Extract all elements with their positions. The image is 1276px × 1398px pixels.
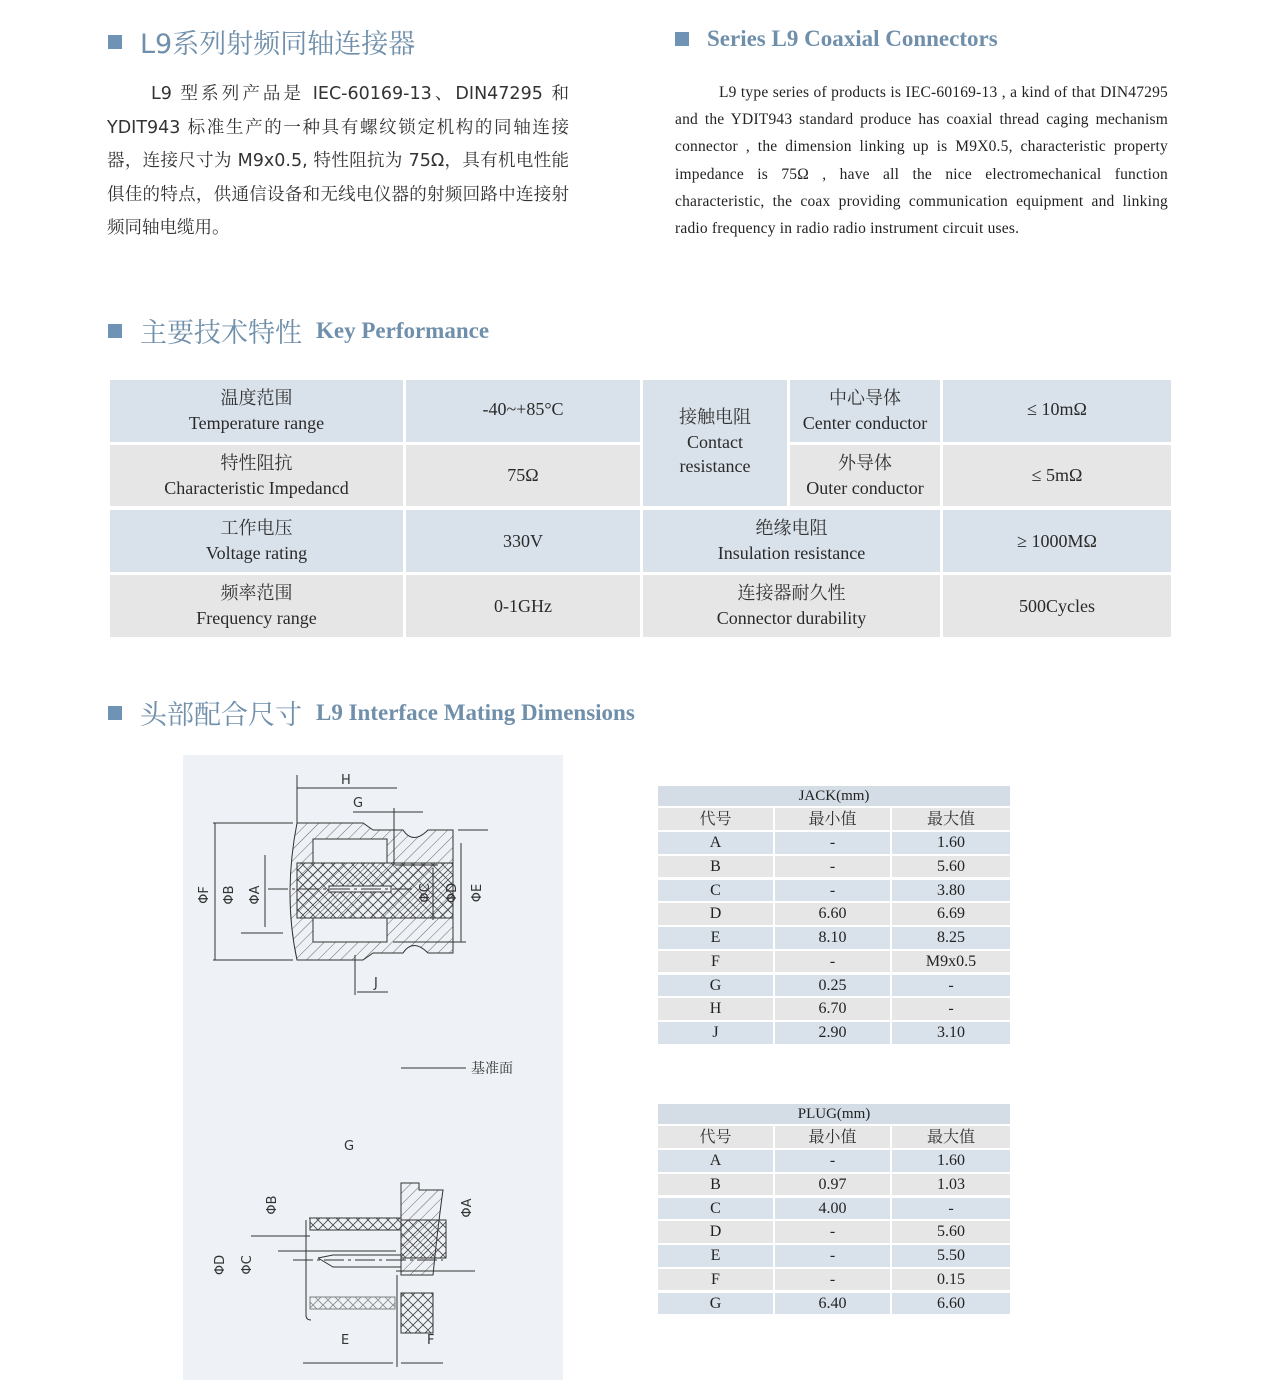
connector-cross-section-drawing — [183, 755, 563, 1380]
max-cell: 1.60 — [892, 832, 1010, 854]
value: 75Ω — [507, 465, 539, 485]
plug-drawing — [251, 1183, 475, 1367]
plug-label-g: G — [344, 1139, 355, 1154]
jack-table-title: JACK(mm) — [658, 786, 1010, 806]
jack-header-row — [658, 808, 1010, 830]
intro-text-zh: L9 型系列产品是 IEC-60169-13、DIN47295 和 YDIT943 标准生产的一种具有螺纹锁定机构的同轴连接器，连接尺寸为 M9x0.5, 特性阻抗为 75Ω，具有机电性能俱佳的特点，供通信设备和无线电仪器的射频回路中连接射频同轴电缆用。 — [107, 84, 569, 238]
value: 0-1GHz — [494, 595, 552, 616]
label-en: Outer conductor — [806, 477, 924, 498]
label-en: Center conductor — [802, 413, 928, 433]
label-en: Insulation resistance — [717, 543, 866, 563]
max-cell: - — [892, 1198, 1010, 1220]
code-cell: A — [658, 832, 773, 854]
square-bullet-icon — [108, 324, 122, 338]
heading-text: Series L9 Coaxial Connectors — [707, 26, 998, 51]
square-bullet-icon — [108, 706, 122, 720]
jack-table-row — [658, 856, 1010, 878]
min-cell: - — [775, 1221, 890, 1243]
kp-value-voltage — [406, 510, 640, 572]
square-bullet-icon — [108, 35, 122, 49]
square-bullet-icon — [675, 32, 689, 46]
jack-label-phi-e: ΦE — [470, 883, 485, 903]
plug-table-row — [658, 1198, 1010, 1220]
plug-label-phi-a: ΦA — [460, 1198, 475, 1218]
kp-value-center-conductor — [943, 380, 1171, 442]
code-cell: B — [658, 856, 773, 878]
min-cell: 2.90 — [775, 1022, 890, 1044]
label-en-line1: Contact — [687, 432, 743, 452]
heading-text-zh: 头部配合尺寸 — [140, 700, 302, 731]
jack-dimension-table — [658, 786, 1010, 1044]
code-cell: G — [658, 975, 773, 997]
min-cell: 4.00 — [775, 1198, 890, 1220]
jack-label-h: H — [341, 773, 351, 788]
code-cell: F — [658, 951, 773, 973]
plug-table-row — [658, 1174, 1010, 1196]
jack-label-phi-b: ΦB — [222, 885, 237, 905]
plug-label-f: F — [427, 1333, 435, 1348]
kp-value-insulation — [943, 510, 1171, 572]
min-cell: - — [775, 951, 890, 973]
jack-table-row — [658, 903, 1010, 925]
code-cell: D — [658, 903, 773, 925]
kp-value-outer-conductor — [943, 445, 1171, 506]
jack-label-phi-d: ΦD — [445, 882, 460, 904]
kp-value-impedance — [406, 445, 640, 506]
section-heading-interface-dimensions — [108, 693, 635, 732]
kp-label-contact-resistance — [643, 380, 787, 506]
code-cell: J — [658, 1022, 773, 1044]
code-cell: C — [658, 1198, 773, 1220]
kp-label-outer-conductor — [790, 445, 940, 506]
jack-label-phi-a: ΦA — [248, 885, 263, 905]
intro-paragraph-zh — [107, 78, 569, 246]
label-zh: 绝缘电阻 — [755, 518, 828, 539]
label-en: Connector durability — [716, 608, 867, 628]
jack-label-j: J — [374, 976, 378, 991]
plug-table-row — [658, 1245, 1010, 1267]
label-zh: 温度范围 — [220, 388, 293, 409]
label-zh: 工作电压 — [220, 518, 293, 539]
col-header-min: 最小值 — [775, 808, 890, 830]
label-en: Characteristic Impedancd — [164, 477, 349, 498]
heading-text-zh: 主要技术特性 — [140, 318, 302, 349]
key-performance-table — [110, 380, 1171, 637]
min-cell: - — [775, 856, 890, 878]
plug-dimension-table — [658, 1104, 1010, 1314]
interface-drawing-panel — [183, 755, 563, 1380]
min-cell: - — [775, 1245, 890, 1267]
kp-value-durability — [943, 575, 1171, 637]
label-zh: 接触电阻 — [679, 407, 751, 428]
min-cell: - — [775, 880, 890, 902]
kp-label-voltage — [110, 510, 403, 572]
kp-value-frequency — [406, 575, 640, 637]
plug-table-row — [658, 1221, 1010, 1243]
min-cell: - — [775, 1269, 890, 1291]
label-en: Frequency range — [196, 608, 317, 628]
jack-label-phi-c: ΦC — [418, 883, 433, 903]
plug-table-row — [658, 1150, 1010, 1172]
code-cell: E — [658, 927, 773, 949]
min-cell: 0.25 — [775, 975, 890, 997]
jack-table-row — [658, 975, 1010, 997]
col-header-max: 最大值 — [892, 1126, 1010, 1148]
code-cell: D — [658, 1221, 773, 1243]
plug-header-row — [658, 1126, 1010, 1148]
code-cell: B — [658, 1174, 773, 1196]
col-header-max: 最大值 — [892, 808, 1010, 830]
value: -40~+85°C — [482, 398, 564, 419]
max-cell: 8.25 — [892, 927, 1010, 949]
jack-table-row — [658, 951, 1010, 973]
plug-table-row — [658, 1269, 1010, 1291]
label-zh: 中心导体 — [829, 388, 901, 409]
min-cell: 6.40 — [775, 1293, 890, 1315]
code-cell: A — [658, 1150, 773, 1172]
max-cell: 3.10 — [892, 1022, 1010, 1044]
intro-paragraph-en — [675, 79, 1168, 242]
kp-label-insulation — [643, 510, 940, 572]
kp-label-durability — [643, 575, 940, 637]
min-cell: 6.60 — [775, 903, 890, 925]
value: ≥ 1000MΩ — [1017, 530, 1097, 551]
value: 500Cycles — [1019, 595, 1095, 616]
max-cell: - — [892, 975, 1010, 997]
label-zh: 外导体 — [838, 452, 892, 474]
jack-label-g: G — [353, 796, 364, 811]
max-cell: M9x0.5 — [892, 951, 1010, 973]
jack-table-row — [658, 1022, 1010, 1044]
plug-table-title: PLUG(mm) — [658, 1104, 1010, 1124]
code-cell: G — [658, 1293, 773, 1315]
jack-table-row — [658, 998, 1010, 1020]
plug-label-phi-b: ΦB — [265, 1195, 280, 1215]
kp-label-frequency — [110, 575, 403, 637]
max-cell: - — [892, 998, 1010, 1020]
max-cell: 5.60 — [892, 856, 1010, 878]
code-cell: F — [658, 1269, 773, 1291]
max-cell: 0.15 — [892, 1269, 1010, 1291]
max-cell: 6.69 — [892, 903, 1010, 925]
label-en: Temperature range — [188, 413, 325, 433]
label-zh: 连接器耐久性 — [737, 583, 846, 604]
kp-value-temperature — [406, 380, 640, 442]
value: 330V — [503, 530, 543, 551]
code-cell: H — [658, 998, 773, 1020]
plug-table-row — [658, 1293, 1010, 1315]
section-heading-series-en — [675, 26, 998, 52]
min-cell: 0.97 — [775, 1174, 890, 1196]
kp-label-temperature — [110, 380, 403, 442]
label-en: Voltage rating — [205, 543, 308, 563]
max-cell: 5.50 — [892, 1245, 1010, 1267]
min-cell: 6.70 — [775, 998, 890, 1020]
label-zh: 频率范围 — [220, 583, 293, 604]
code-cell: E — [658, 1245, 773, 1267]
plug-label-phi-c: ΦC — [240, 1255, 255, 1275]
max-cell: 5.60 — [892, 1221, 1010, 1243]
jack-table-row — [658, 927, 1010, 949]
heading-text-en: Key Performance — [316, 317, 490, 343]
max-cell: 1.60 — [892, 1150, 1010, 1172]
intro-text-en: L9 type series of products is IEC-60169-13 , a kind of that DIN47295 and the YDIT943 standard produce has coaxial thread caging mechanism connector , the dimension linking up is M9X0.5, characteristic property impedance is 75Ω , have all the nice electromechanical function characteristic, the coax providing communication equipment and linking radio frequency in radio radio instrument circuit uses. — [675, 84, 1168, 238]
kp-label-center-conductor — [790, 380, 940, 442]
label-en-line2: resistance — [679, 456, 751, 476]
jack-label-phi-f: ΦF — [197, 886, 212, 904]
min-cell: - — [775, 1150, 890, 1172]
value: ≤ 10mΩ — [1027, 398, 1087, 419]
jack-table-row — [658, 880, 1010, 902]
heading-text: L9系列射频同轴连接器 — [140, 29, 416, 60]
max-cell: 1.03 — [892, 1174, 1010, 1196]
plug-label-phi-d: ΦD — [213, 1254, 228, 1276]
col-header-code: 代号 — [658, 1126, 773, 1148]
reference-plane-label: 基准面 — [471, 1061, 513, 1077]
col-header-min: 最小值 — [775, 1126, 890, 1148]
code-cell: C — [658, 880, 773, 902]
min-cell: - — [775, 832, 890, 854]
section-heading-series-zh — [108, 22, 415, 61]
col-header-code: 代号 — [658, 808, 773, 830]
jack-table-row — [658, 832, 1010, 854]
plug-label-e: E — [341, 1333, 350, 1348]
kp-label-impedance — [110, 445, 403, 506]
max-cell: 6.60 — [892, 1293, 1010, 1315]
min-cell: 8.10 — [775, 927, 890, 949]
value: ≤ 5mΩ — [1031, 465, 1083, 485]
label-zh: 特性阻抗 — [220, 452, 293, 474]
section-heading-key-performance — [108, 311, 489, 350]
heading-text-en: L9 Interface Mating Dimensions — [316, 699, 635, 725]
max-cell: 3.80 — [892, 880, 1010, 902]
